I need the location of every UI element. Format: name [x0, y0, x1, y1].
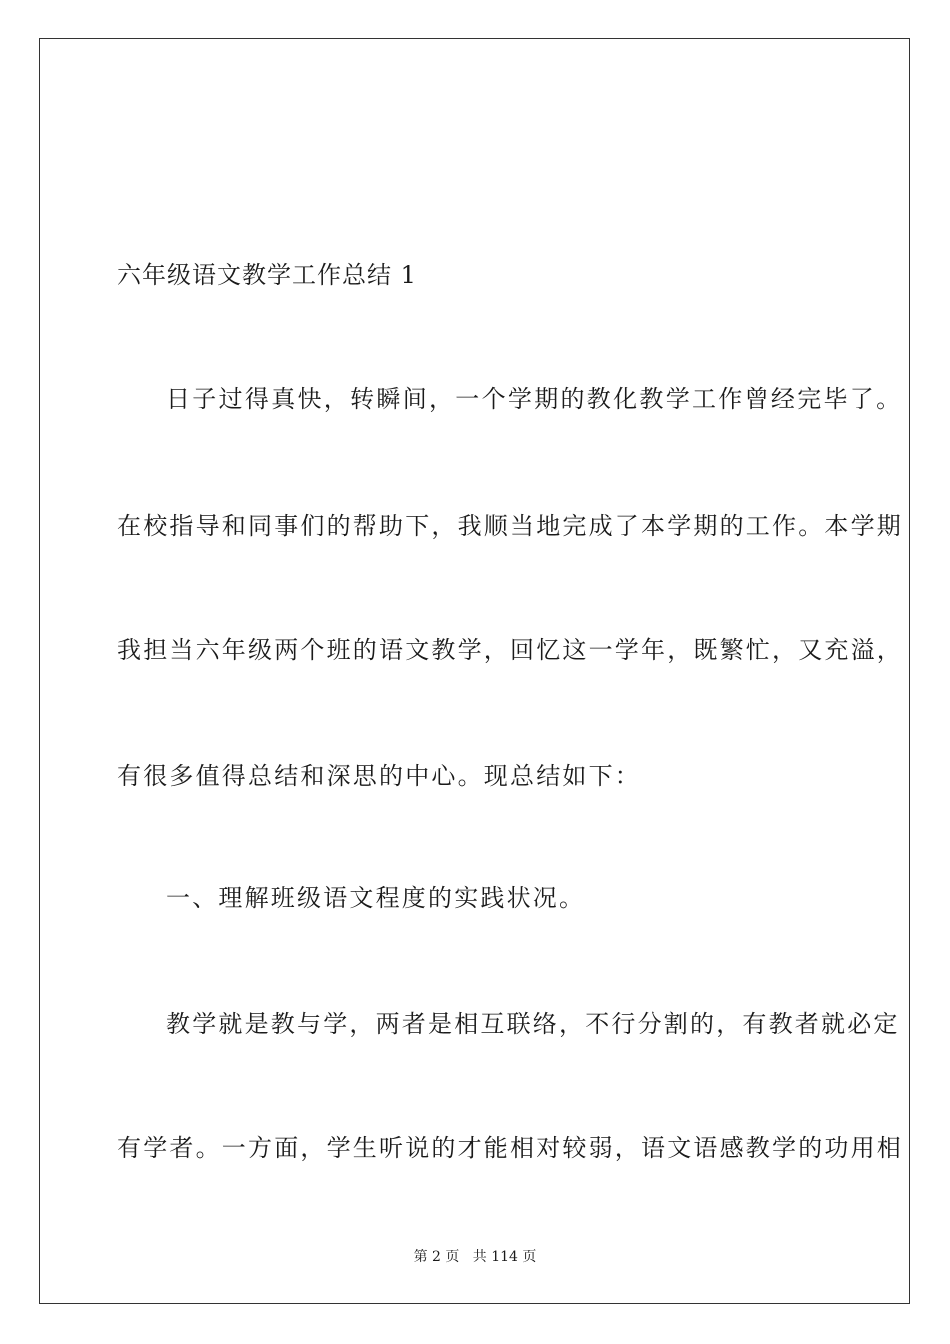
- page-number: 第 2 页: [413, 1249, 460, 1265]
- paragraph-line: 有学者。一方面，学生听说的才能相对较弱，语文语感教学的功用相: [117, 1134, 903, 1162]
- paragraph-line: 有很多值得总结和深思的中心。现总结如下：: [117, 762, 641, 790]
- page-total: 共 114 页: [472, 1249, 537, 1265]
- page-border: [39, 38, 910, 1304]
- paragraph-line: 我担当六年级两个班的语文教学，回忆这一学年，既繁忙，又充溢，: [117, 636, 903, 664]
- paragraph-line: 在校指导和同事们的帮助下，我顺当地完成了本学期的工作。本学期: [117, 512, 903, 540]
- section-heading: 一、理解班级语文程度的实践状况。: [166, 884, 586, 912]
- page-footer: [0, 1248, 950, 1266]
- document-title: 六年级语文教学工作总结 1: [117, 261, 417, 289]
- paragraph-line: 日子过得真快，转瞬间，一个学期的教化教学工作曾经完毕了。: [166, 385, 903, 413]
- paragraph-line: 教学就是教与学，两者是相互联络，不行分割的，有教者就必定: [166, 1010, 900, 1038]
